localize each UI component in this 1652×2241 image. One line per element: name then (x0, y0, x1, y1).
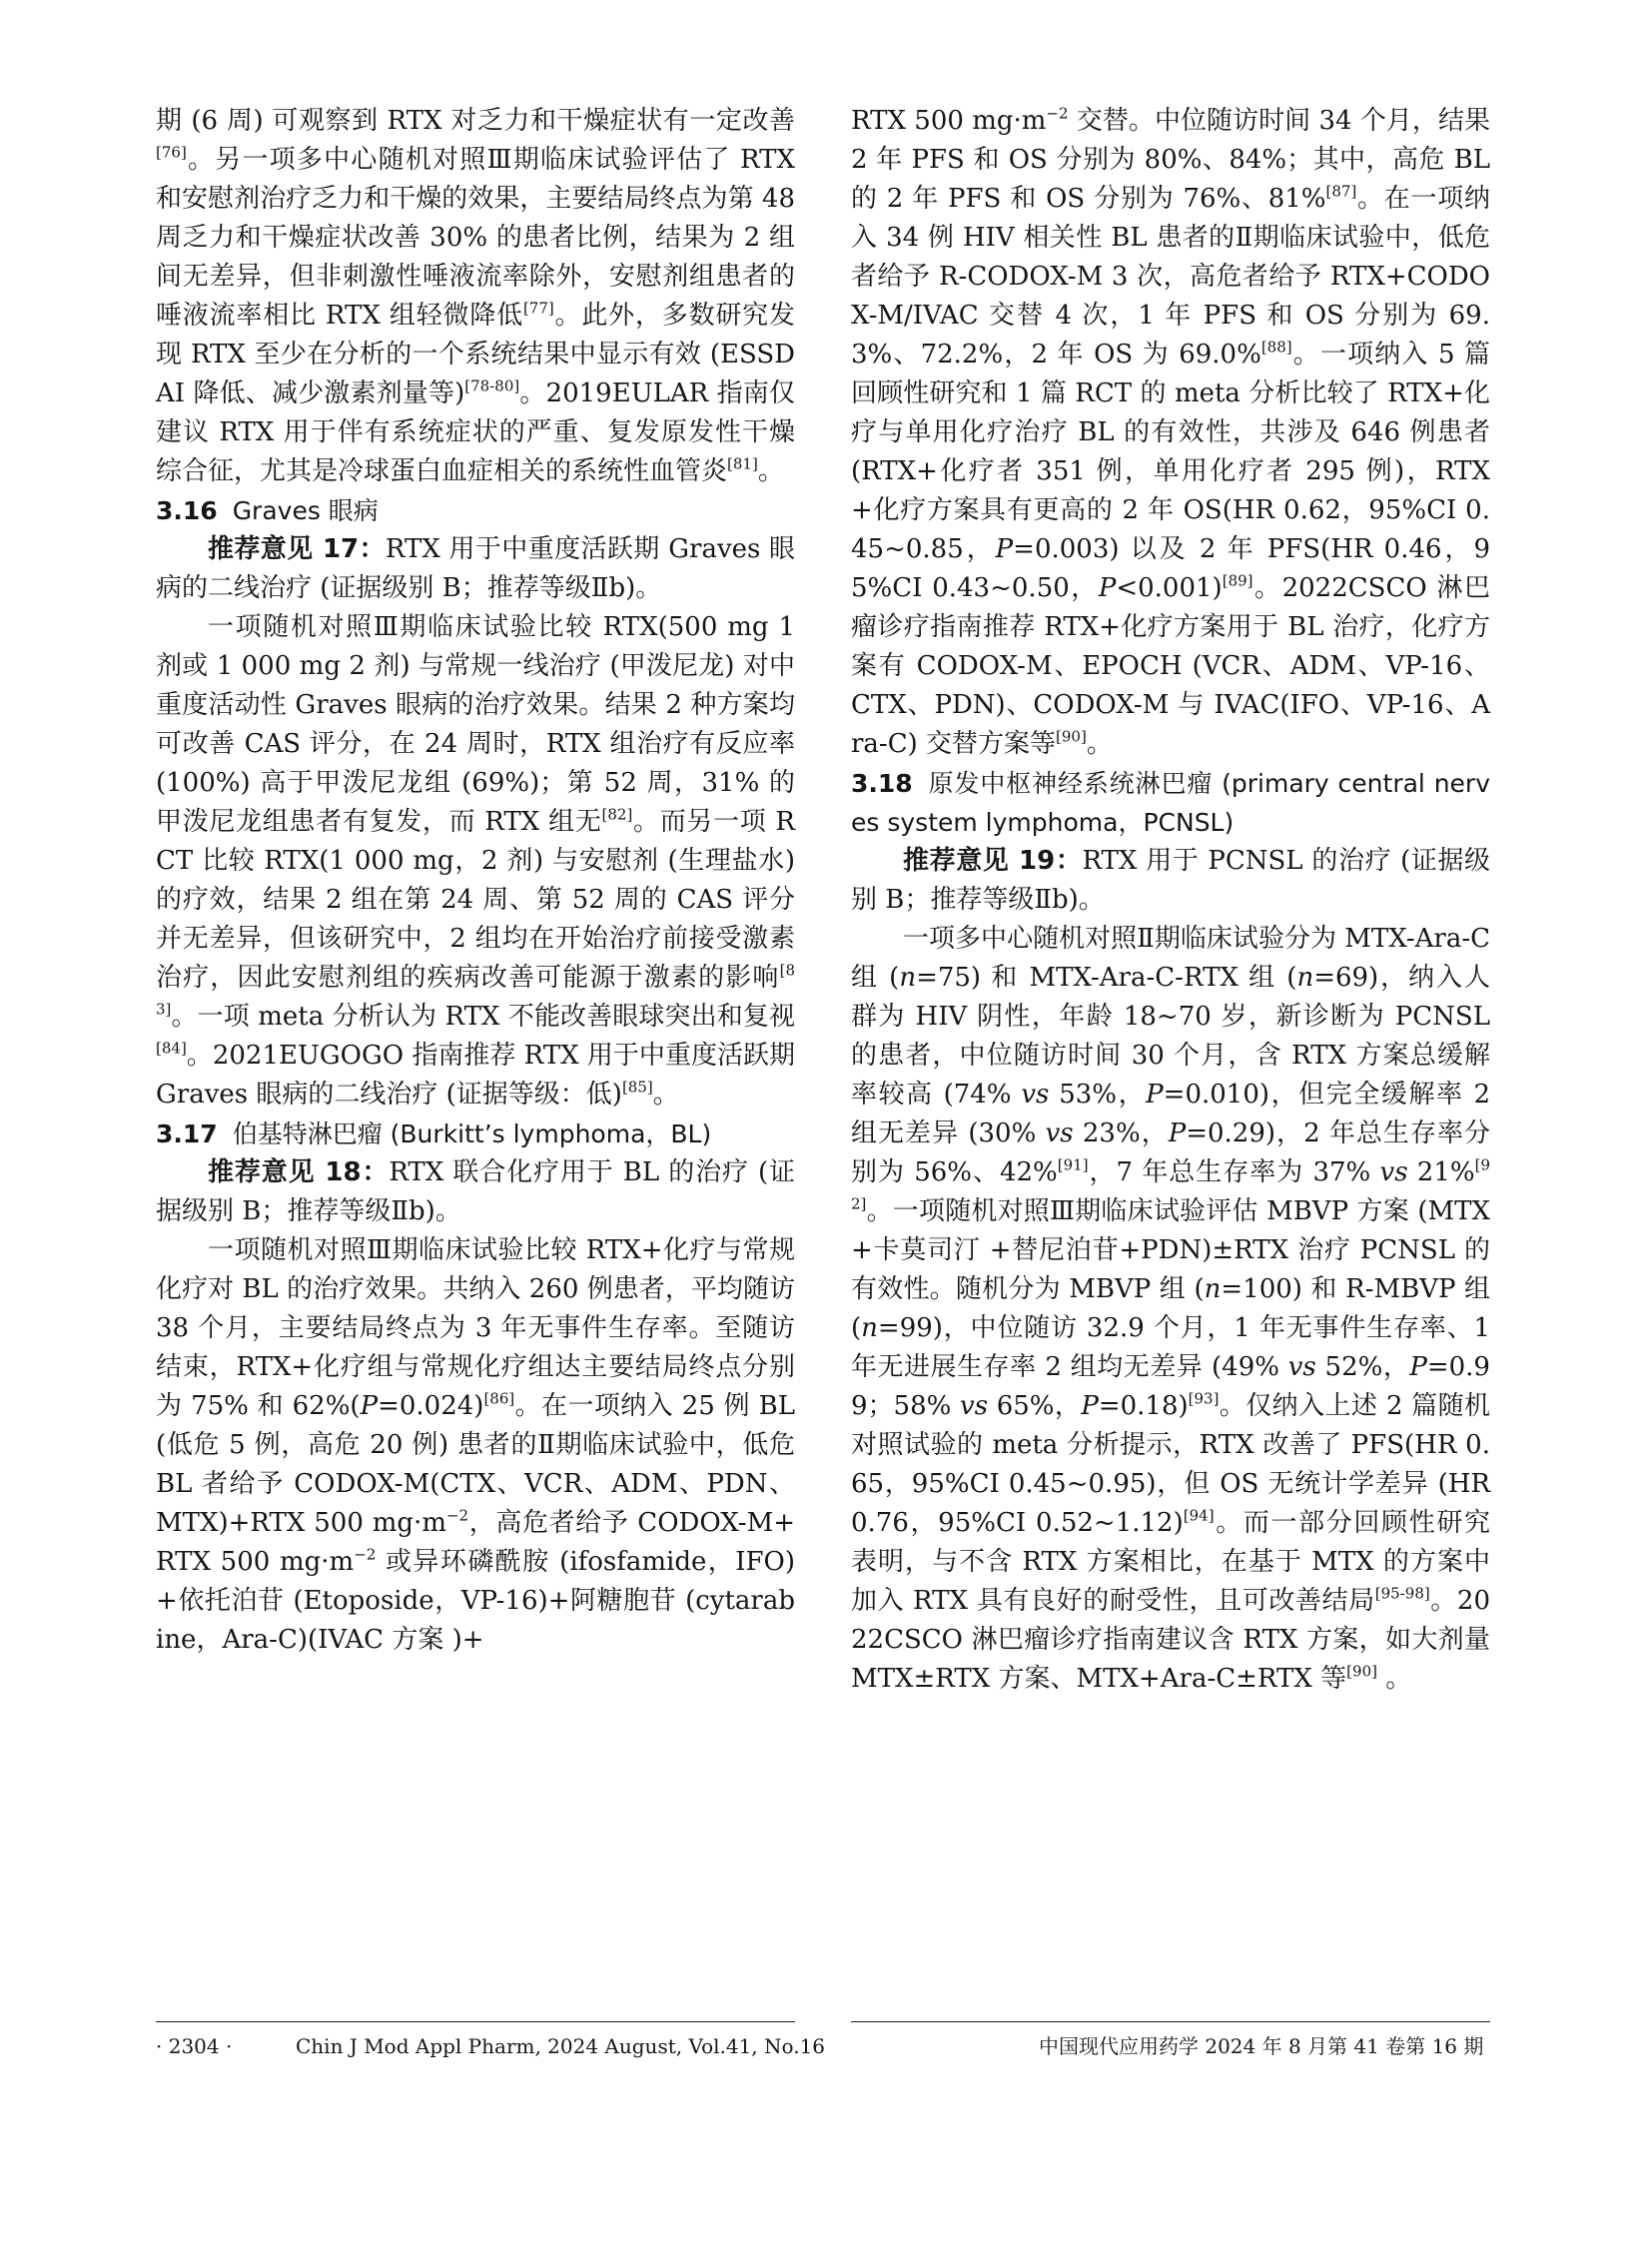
text-run: =0.024) (378, 1391, 484, 1421)
text-run: 交替。中位随访时间 34 个月，结果 2 年 PFS 和 OS 分别为 80%、84%；其中，高危 BL 的 2 年 PFS 和 OS 分别为 76%、81% (851, 106, 1490, 214)
body-paragraph (156, 1231, 795, 1660)
citation-ref: [78-80] (464, 376, 520, 395)
text-run: 21% (1407, 1157, 1475, 1187)
text-run: 。2019EULAR 指南仅建议 RTX 用于伴有系统症状的严重、复发原发性干燥综合征，尤其是冷球蛋白血症相关的系统性血管炎 (156, 378, 795, 486)
text-run: 或异环磷酰胺 (ifosfamide，IFO)+依托泊苷 (Etoposide，VP-16)+阿糖胞苷 (cytarabine，Ara-C)(IVAC 方案 )+ (156, 1547, 795, 1655)
text-run: 一项随机对照Ⅲ期临床试验比较 RTX(500 mg 1 剂或 1 000 mg 2 剂) 与常规一线治疗 (甲泼尼龙) 对中重度活动性 Graves 眼病的治疗效果。结果 2 种方案均可改善 CAS 评分，在 24 周时，RTX 组治疗有反应率 (100%) 高于甲泼尼龙组 (69%)；第 52 周，31% 的甲泼尼龙组患者有复发，而 RTX 组无 (156, 612, 795, 837)
recommendation-paragraph (156, 530, 795, 608)
text-run: 。一项纳入 5 篇回顾性研究和 1 篇 RCT 的 meta 分析比较了 RTX+化疗与单用化疗治疗 BL 的有效性，共涉及 646 例患者 (RTX+化疗者 351 例，单用化疗者 295 例)，RTX+化疗方案具有更高的 2 年 OS(HR 0.62，95%CI 0.45~0.85， (851, 340, 1490, 564)
text-run: 53%， (1049, 1080, 1147, 1110)
italic-symbol: P (360, 1391, 379, 1421)
text-run: =0.003) 以及 2 年 PFS(HR 0.46，95%CI 0.43~0.50， (851, 534, 1490, 603)
citation-ref: [95-98] (1374, 1584, 1430, 1603)
right-column (851, 102, 1490, 1699)
citation-ref: [92] (851, 1155, 1490, 1213)
text-run: 。而另一项 RCT 比较 RTX(1 000 mg，2 剂) 与安慰剂 (生理盐水) 的疗效，结果 2 组在第 24 周、第 52 周的 CAS 评分并无差异，但该研究中，2 组均在开始治疗前接受激素治疗，因此安慰剂组的疾病改善可能源于激素的影响 (156, 807, 795, 993)
recommendation-label: 推荐意见 19： (903, 846, 1083, 876)
citation-ref: [93] (1188, 1389, 1220, 1408)
text-run: 。2021EUGOGO 指南推荐 RTX 用于中重度活跃期 Graves 眼病的二线治疗 (证据等级：低) (156, 1041, 795, 1110)
section-title: 伯基特淋巴瘤 (Burkitt’s lymphoma，BL) (232, 1120, 712, 1148)
text-run: 23%， (1073, 1119, 1169, 1148)
text-run: =69)，纳入人群为 HIV 阴性，年龄 18~70 岁，新诊断为 PCNSL 的患者，中位随访时间 30 个月，含 RTX 方案总缓解率较高 (74% (851, 963, 1490, 1110)
italic-symbol: P (995, 534, 1014, 564)
citation-ref: [76] (156, 143, 187, 162)
text-run: 。 (652, 1080, 679, 1110)
section-title: Graves 眼病 (232, 496, 379, 525)
text-run: =0.29)，2 年总生存率分别为 56%、42% (851, 1119, 1490, 1187)
italic-symbol: vs (1287, 1352, 1316, 1382)
text-run: RTX 500 mg·m (851, 106, 1047, 136)
text-run: 。一项 meta 分析认为 RTX 不能改善眼球突出和复视 (171, 1002, 795, 1032)
citation-ref: [77] (522, 299, 554, 318)
text-run: 期 (6 周) 可观察到 RTX 对乏力和干燥症状有一定改善 (156, 106, 795, 136)
text-run: 。 (1376, 1664, 1412, 1694)
section-number: 3.16 (156, 496, 218, 525)
text-run: 。仅纳入上述 2 篇随机对照试验的 meta 分析提示，RTX 改善了 PFS(HR 0.65，95%CI 0.45~0.95)，但 OS 无统计学差异 (HR 0.76，95%CI 0.52~1.12) (851, 1391, 1490, 1538)
text-run: 。 (1086, 729, 1113, 759)
text-run: ，7 年总生存率为 37% (1088, 1157, 1380, 1187)
text-run: 65%， (988, 1391, 1082, 1421)
italic-symbol: P (1081, 1391, 1099, 1421)
citation-ref: [81] (727, 454, 758, 473)
italic-symbol: P (1409, 1352, 1427, 1382)
text-run: 。另一项多中心随机对照Ⅲ期临床试验评估了 RTX 和安慰剂治疗乏力和干燥的效果，主要结局终点为第 48 周乏力和干燥症状改善 30% 的患者比例，结果为 2 组间无差异，但非刺激性唾液流率除外，安慰剂组患者的唾液流率相比 RTX 组轻微降低 (156, 145, 795, 331)
body-paragraph (851, 102, 1490, 764)
footer-rule-left (156, 2021, 795, 2022)
citation-ref: −2 (445, 1506, 469, 1525)
text-run: =100) 和 R-MBVP 组 ( (851, 1274, 1490, 1343)
italic-symbol: vs (960, 1391, 989, 1421)
recommendation-paragraph (156, 1153, 795, 1231)
italic-symbol: n (861, 1313, 878, 1343)
italic-symbol: vs (1045, 1119, 1074, 1148)
citation-ref: [88] (1260, 338, 1292, 357)
left-column (156, 102, 795, 1660)
italic-symbol: P (1098, 573, 1117, 603)
text-run: 52%， (1315, 1352, 1410, 1382)
body-paragraph (156, 608, 795, 1115)
body-paragraph (851, 920, 1490, 1699)
text-run: =0.99；58% (851, 1352, 1490, 1421)
citation-ref: [85] (621, 1078, 653, 1097)
text-run: 。在一项纳入 25 例 BL(低危 5 例，高危 20 例) 患者的Ⅱ期临床试验中，低危 BL 者给予 CODOX-M(CTX、VCR、ADM、PDN、MTX)+RTX 500 mg·m (156, 1391, 795, 1538)
italic-symbol: P (1168, 1119, 1187, 1148)
section-number: 3.18 (851, 769, 913, 798)
text-run: 。此外，多数研究发现 RTX 至少在分析的一个系统结果中显示有效 (ESSDAI 降低、减少激素剂量等) (156, 301, 795, 408)
text-run: 一项随机对照Ⅲ期临床试验比较 RTX+化疗与常规化疗对 BL 的治疗效果。共纳入 260 例患者，平均随访 38 个月，主要结局终点为 3 年无事件生存率。至随访结束，RTX+化疗组与常规化疗组达主要结局终点分别为 75% 和 62%( (156, 1235, 795, 1421)
text-run: <0.001) (1116, 573, 1223, 603)
text-run: 。而一部分回顾性研究表明，与不含 RTX 方案相比，在基于 MTX 的方案中加入 RTX 具有良好的耐受性，且可改善结局 (851, 1508, 1490, 1616)
text-run: RTX 用于 PCNSL 的治疗 (证据级别 B；推荐等级Ⅱb)。 (851, 846, 1491, 915)
italic-symbol: n (1296, 963, 1314, 993)
italic-symbol: n (899, 963, 917, 993)
italic-symbol: P (1146, 1080, 1164, 1110)
citation-ref: [86] (483, 1389, 515, 1408)
text-run: =0.18) (1098, 1391, 1189, 1421)
recommendation-label: 推荐意见 18： (208, 1157, 390, 1187)
citation-ref: [82] (601, 805, 633, 824)
italic-symbol: vs (1379, 1157, 1408, 1187)
recommendation-label: 推荐意见 17： (208, 534, 386, 564)
body-paragraph (156, 102, 795, 491)
citation-ref: [90] (1056, 727, 1087, 746)
journal-citation-en: Chin J Mod Appl Pharm, 2024 August, Vol.41, No.16 (296, 2034, 826, 2058)
journal-citation-cn: 中国现代应用药学 2024 年 8 月第 41 卷第 16 期 (1039, 2034, 1484, 2058)
citation-ref: [83] (156, 961, 795, 1019)
text-run: =0.010)，但完全缓解率 2 组无差异 (30% (851, 1080, 1490, 1148)
text-run: =75) 和 MTX-Ara-C-RTX 组 ( (916, 963, 1297, 993)
text-run: 。在一项纳入 34 例 HIV 相关性 BL 患者的Ⅱ期临床试验中，低危者给予 R-CODOX-M 3 次，高危者给予 RTX+CODOX-M/IVAC 交替 4 次，1 年 PFS 和 OS 分别为 69.3%、72.2%，2 年 OS 为 69.0% (851, 184, 1490, 370)
citation-ref: [94] (1183, 1506, 1215, 1525)
text-run: =99)，中位随访 32.9 个月，1 年无事件生存率、1 年无进展生存率 2 组均无差异 (49% (851, 1313, 1490, 1382)
text-run: 一项多中心随机对照Ⅱ期临床试验分为 MTX-Ara-C 组 ( (851, 924, 1490, 993)
citation-ref: [84] (156, 1039, 187, 1058)
text-run: 。2022CSCO 淋巴瘤诊疗指南建议含 RTX 方案，如大剂量 MTX±RTX 方案、MTX+Ara-C±RTX 等 (851, 1586, 1490, 1694)
citation-ref: [91] (1057, 1155, 1089, 1174)
citation-ref: [87] (1325, 182, 1357, 201)
text-run: 。一项随机对照Ⅲ期临床试验评估 MBVP 方案 (MTX+卡莫司汀 +替尼泊苷+PDN)±RTX 治疗 PCNSL 的有效性。随机分为 MBVP 组 ( (851, 1196, 1490, 1304)
footer-rule-right (851, 2021, 1490, 2022)
citation-ref: −2 (354, 1545, 377, 1564)
section-heading (156, 1115, 795, 1153)
citation-ref: [89] (1222, 571, 1253, 590)
italic-symbol: n (1204, 1274, 1222, 1304)
section-heading (851, 764, 1490, 842)
section-heading (156, 491, 795, 530)
italic-symbol: vs (1021, 1080, 1050, 1110)
citation-ref: −2 (1046, 104, 1069, 123)
text-run: 。2022CSCO 淋巴瘤诊疗指南推荐 RTX+化疗方案用于 BL 治疗，化疗方案有 CODOX-M、EPOCH (VCR、ADM、VP-16、CTX、PDN)、CODOX-M 与 IVAC(IFO、VP-16、Ara-C) 交替方案等 (851, 573, 1490, 759)
recommendation-paragraph (851, 842, 1490, 920)
text-run: 。 (757, 456, 784, 486)
page-number: · 2304 · (156, 2034, 233, 2058)
section-title: 原发中枢神经系统淋巴瘤 (primary central nerves system lymphoma，PCNSL) (851, 769, 1490, 837)
text-run: ，高危者给予 CODOX-M+RTX 500 mg·m (156, 1508, 795, 1577)
citation-ref: [90] (1346, 1662, 1377, 1681)
text-run: RTX 用于中重度活跃期 Graves 眼病的二线治疗 (证据级别 B；推荐等级Ⅱb)。 (156, 534, 796, 603)
section-number: 3.17 (156, 1120, 218, 1148)
text-run: RTX 联合化疗用于 BL 的治疗 (证据级别 B；推荐等级Ⅱb)。 (156, 1157, 796, 1226)
